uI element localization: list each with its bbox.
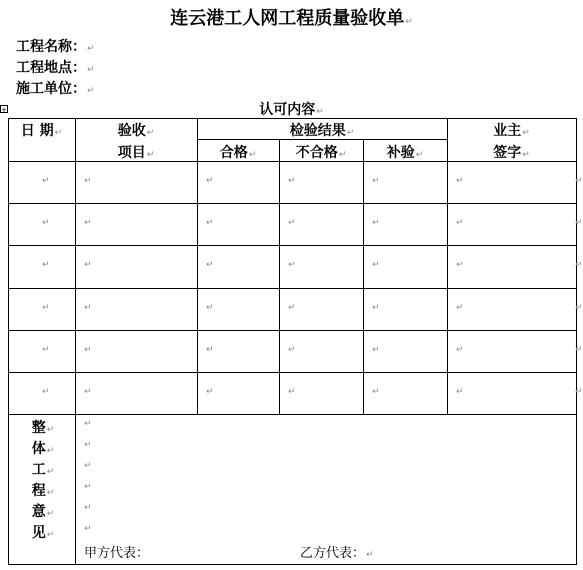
paragraph-mark: ↵ [415,150,424,160]
empty-cell-mark: ↵ [84,345,92,355]
overall-opinion-char [28,459,58,479]
header-owner-line1 [447,120,576,140]
construction-unit-label [16,78,95,98]
header-date [8,120,75,140]
project-location-label [16,57,95,77]
empty-cell-mark: ↵ [42,260,50,270]
empty-cell-mark: ↵ [456,176,464,186]
header-item-text-2: 项目 [117,145,146,161]
row-line [8,330,577,331]
paragraph-mark: ↵ [46,509,55,519]
paragraph-mark: ↵ [87,86,95,96]
empty-cell-mark: ↵ [575,218,583,228]
paragraph-mark: ↵ [338,150,347,160]
empty-cell-mark: ↵ [575,260,583,270]
empty-line-mark: ↵ [84,461,92,471]
header-pass [197,142,279,162]
row-line [8,414,577,415]
empty-cell-mark: ↵ [372,260,380,270]
overall-opinion-char [28,522,58,542]
paragraph-mark: ↵ [146,128,155,138]
col-line-pass [279,139,280,415]
header-item-text-1: 验收 [117,123,146,139]
party-a-signature[interactable] [84,542,149,561]
empty-cell-mark: ↵ [575,176,583,186]
paragraph-mark: ↵ [316,107,324,117]
paragraph-mark: ↵ [405,17,413,27]
empty-cell-mark: ↵ [288,176,296,186]
header-fail [279,142,363,162]
document-title [0,4,583,30]
overall-opinion-char-text: 意 [31,504,46,520]
empty-cell-mark: ↵ [456,387,464,397]
empty-cell-mark: ↵ [575,303,583,313]
header-date-text: 日 期 [20,123,54,139]
paragraph-mark: ↵ [46,530,55,540]
overall-opinion-char-text: 工 [31,462,46,478]
empty-cell-mark: ↵ [575,387,583,397]
empty-cell-mark: ↵ [42,303,50,313]
empty-cell-mark: ↵ [42,345,50,355]
empty-cell-mark: ↵ [288,345,296,355]
empty-cell-mark: ↵ [456,218,464,228]
header-recheck [363,142,447,162]
empty-cell-mark: ↵ [206,345,214,355]
col-line-recheck [447,118,448,415]
empty-line-mark: ↵ [84,440,92,450]
header-result [197,120,447,140]
paragraph-mark: ↵ [54,128,63,138]
empty-cell-mark: ↵ [206,218,214,228]
paragraph-mark: ↵ [248,150,257,160]
table-border-left [8,118,9,565]
paragraph-mark: ↵ [46,488,55,498]
table-border-bottom [8,564,577,565]
empty-cell-mark: ↵ [206,303,214,313]
paragraph-mark: ↵ [146,150,155,160]
empty-cell-mark: ↵ [84,303,92,313]
section-title-text: 认可内容 [259,102,316,118]
party-b-label: 乙方代表： [300,546,366,561]
paragraph-mark: ↵ [87,65,95,75]
header-result-text: 检验结果 [289,123,346,139]
empty-cell-mark: ↵ [206,176,214,186]
empty-cell-mark: ↵ [84,176,92,186]
project-name-text: 工程名称： [16,39,86,55]
empty-cell-mark: ↵ [372,387,380,397]
section-title [0,99,583,119]
row-line [8,245,577,246]
header-fail-text: 不合格 [295,145,338,161]
empty-line-mark: ↵ [84,503,92,513]
overall-opinion-char-text: 整 [31,420,46,436]
paragraph-mark: ↵ [46,467,55,477]
empty-cell-mark: ↵ [372,345,380,355]
empty-cell-mark: ↵ [84,387,92,397]
empty-cell-mark: ↵ [456,345,464,355]
col-line-date [75,118,76,565]
empty-cell-mark: ↵ [288,260,296,270]
row-line [8,203,577,204]
paragraph-mark: ↵ [522,150,530,160]
header-owner-text-1: 业主 [493,123,522,139]
project-name-label [16,36,95,56]
header-pass-text: 合格 [219,145,248,161]
empty-cell-mark: ↵ [456,303,464,313]
header-owner-text-2: 签字 [493,145,522,161]
empty-cell-mark: ↵ [288,303,296,313]
empty-cell-mark: ↵ [575,345,583,355]
empty-cell-mark: ↵ [372,176,380,186]
empty-line-mark: ↵ [84,482,92,492]
empty-cell-mark: ↵ [42,387,50,397]
construction-unit-text: 施工单位： [16,81,86,97]
party-b-signature[interactable] [300,542,374,561]
table-move-handle-icon[interactable]: + [1,106,7,114]
empty-cell-mark: ↵ [372,303,380,313]
empty-cell-mark: ↵ [206,260,214,270]
header-item-line2 [75,142,197,162]
empty-line-mark: ↵ [84,524,92,534]
empty-cell-mark: ↵ [84,218,92,228]
row-line [8,288,577,289]
row-line [8,372,577,373]
col-line-fail [363,139,364,415]
paragraph-mark: ↵ [46,446,55,456]
paragraph-mark: ↵ [46,425,55,435]
table-border-top [8,118,577,119]
paragraph-mark: ↵ [522,128,530,138]
empty-cell-mark: ↵ [42,176,50,186]
overall-opinion-char [28,501,58,521]
empty-cell-mark: ↵ [288,387,296,397]
document-title-text: 连云港工人网工程质量验收单 [170,8,405,29]
empty-cell-mark: ↵ [84,260,92,270]
col-line-item [197,118,198,415]
header-recheck-text: 补验 [386,145,415,161]
empty-line-mark: ↵ [84,419,92,429]
overall-opinion-char-text: 体 [31,441,46,457]
project-location-text: 工程地点： [16,60,86,76]
empty-cell-mark: ↵ [42,218,50,228]
paragraph-mark: ↵ [87,44,95,54]
empty-cell-mark: ↵ [372,218,380,228]
party-a-label: 甲方代表： [84,546,150,561]
overall-opinion-char [28,438,58,458]
paragraph-mark: ↵ [346,128,355,138]
paragraph-mark: ↵ [366,550,374,560]
header-owner-line2 [447,142,576,162]
overall-opinion-char-text: 见 [31,525,46,541]
overall-opinion-char-text: 程 [31,483,46,499]
empty-cell-mark: ↵ [206,387,214,397]
empty-cell-mark: ↵ [456,260,464,270]
header-item-line1 [75,120,197,140]
overall-opinion-char [28,480,58,500]
empty-cell-mark: ↵ [288,218,296,228]
overall-opinion-char [28,417,58,437]
